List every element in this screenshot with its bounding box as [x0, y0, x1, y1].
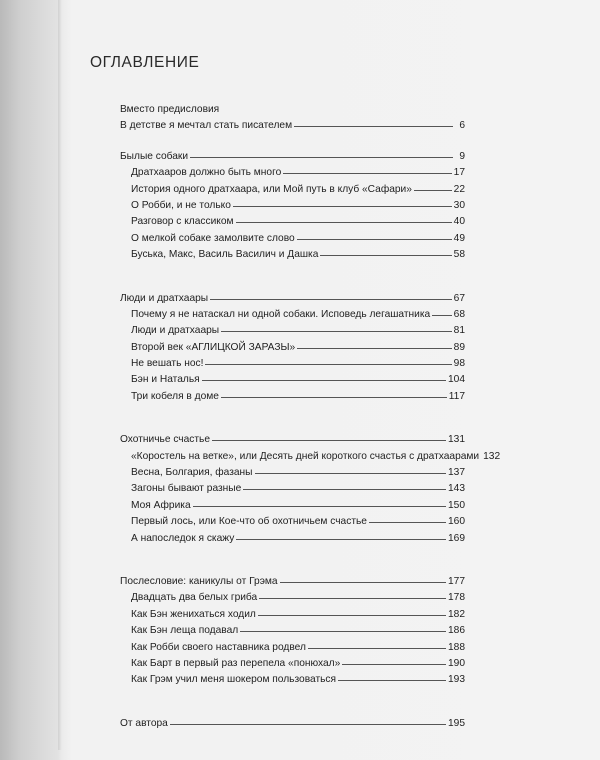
toc-section: [120, 575, 465, 690]
toc-leader-line: [280, 582, 446, 583]
toc-entry-title: Буська, Макс, Василь Василич и Дашка: [131, 249, 319, 261]
toc-entry-title: Былые собаки: [120, 150, 189, 162]
toc-entry-title: Первый лось, или Кое-что об охотничьем счастье: [131, 516, 367, 528]
toc-subentry: [120, 450, 501, 466]
toc-page-number: 188: [448, 641, 465, 653]
toc-entry: [120, 575, 465, 591]
toc-entry-title: А напоследок я скажу: [131, 532, 235, 544]
toc-page-number: 6: [459, 120, 465, 132]
toc-entry: [120, 292, 465, 308]
toc-entry-title: Дратхааров должно быть много: [131, 167, 282, 179]
toc-section: [120, 103, 465, 136]
toc-leader-line: [259, 598, 446, 599]
toc-subentry: [120, 515, 465, 531]
toc-page-number: 195: [448, 717, 465, 729]
toc-page-number: 178: [448, 592, 465, 604]
toc-leader-line: [369, 522, 446, 523]
toc-entry: [120, 150, 465, 166]
toc-entry-title: Не вешать нос!: [131, 358, 204, 370]
toc-subentry: [120, 324, 465, 340]
toc-page-number: 58: [453, 249, 465, 261]
toc-page-number: 9: [459, 150, 465, 162]
toc-entry: [120, 103, 465, 119]
toc-page-number: 177: [448, 575, 465, 587]
toc-entry: [120, 433, 465, 449]
toc-entry-title: О мелкой собаке замолвите слово: [131, 232, 295, 244]
toc-leader-line: [236, 222, 452, 223]
toc-page-number: 104: [448, 374, 465, 386]
toc-leader-line: [255, 473, 447, 474]
toc-leader-line: [294, 126, 453, 127]
toc-leader-line: [236, 539, 446, 540]
toc-page-number: 160: [448, 516, 465, 528]
toc-entry-title: «Коростель на ветке», или Десять дней короткого счастья с дратхаарами: [131, 450, 480, 462]
toc-subentry: [120, 248, 465, 264]
toc-subentry: [120, 390, 465, 406]
toc-subentry: [120, 624, 465, 640]
toc-page-number: 132: [483, 450, 501, 462]
toc-entry-title: История одного дратхаара, или Мой путь в клуб «Сафари»: [131, 183, 412, 195]
toc-subentry: [120, 373, 465, 389]
toc-leader-line: [221, 331, 452, 332]
toc-leader-line: [170, 724, 446, 725]
toc-subentry: [120, 166, 465, 182]
toc-entry-title: Охотничье счастье: [120, 434, 211, 446]
toc-page-number: 98: [453, 358, 465, 370]
toc-entry-title: Вместо предисловия: [120, 104, 220, 115]
toc-leader-line: [233, 206, 452, 207]
toc-entry-title: Двадцать два белых гриба: [131, 592, 258, 604]
toc-leader-line: [308, 648, 446, 649]
toc-leader-line: [243, 489, 446, 490]
toc-entry-title: Весна, Болгария, фазаны: [131, 467, 253, 479]
toc-leader-line: [205, 364, 451, 365]
toc-leader-line: [297, 239, 452, 240]
toc-entry-title: Как Бэн леща подавал: [131, 625, 239, 637]
toc-subentry: [120, 532, 465, 548]
toc-leader-line: [190, 157, 453, 158]
page-gutter-shadow: [58, 0, 62, 750]
toc-entry-title: Как Робби своего наставника родвел: [131, 641, 306, 653]
toc-page-number: 81: [453, 325, 465, 337]
page-title: ОГЛАВЛЕНИЕ: [90, 54, 200, 71]
toc-page-number: 117: [448, 390, 465, 402]
toc-leader-line: [297, 348, 451, 349]
toc-entry-title: В детстве я мечтал стать писателем: [120, 120, 293, 132]
toc-entry-title: Люди и дратхаары: [120, 292, 209, 304]
toc-leader-line: [320, 255, 451, 256]
toc-entry-title: Как Грэм учил меня шокером пользоваться: [131, 674, 337, 686]
toc-entry-title: Второй век «АГЛИЦКОЙ ЗАРАЗЫ»: [131, 341, 296, 353]
toc-entry-title: Как Бэн женихаться ходил: [131, 608, 256, 620]
toc-leader-line: [258, 615, 446, 616]
toc-section: [120, 292, 465, 407]
toc-entry: [120, 119, 465, 135]
toc-subentry: [120, 673, 465, 689]
toc-section: [120, 717, 465, 733]
toc-subentry: [120, 466, 465, 482]
toc-page-number: 193: [448, 674, 465, 686]
toc-subentry: [120, 199, 465, 215]
toc-subentry: [120, 341, 465, 357]
toc-entry-title: Люди и дратхаары: [131, 325, 220, 337]
toc-subentry: [120, 499, 465, 515]
toc-page-number: 150: [448, 499, 465, 511]
toc-leader-line: [414, 190, 452, 191]
toc-page-number: 68: [453, 308, 465, 320]
toc-page-number: 30: [453, 199, 465, 211]
toc-entry-title: Загоны бывают разные: [131, 483, 242, 495]
toc-page-number: 22: [453, 183, 465, 195]
toc-entry-title: Послесловие: каникулы от Грэма: [120, 575, 278, 587]
toc-entry-title: Разговор с классиком: [131, 216, 234, 228]
toc-section: [120, 150, 465, 265]
toc-page-number: 40: [453, 216, 465, 228]
toc-page-number: 49: [453, 232, 465, 244]
toc-page-number: 186: [448, 625, 465, 637]
toc-page-number: 190: [448, 657, 465, 669]
toc-page-number: 169: [448, 532, 465, 544]
toc-leader-line: [212, 440, 446, 441]
toc-page-number: 131: [448, 434, 465, 446]
toc-entry-title: О Робби, и не только: [131, 199, 231, 211]
toc-section: [120, 433, 501, 548]
toc-subentry: [120, 591, 465, 607]
toc-leader-line: [210, 299, 452, 300]
toc-leader-line: [342, 664, 446, 665]
toc-leader-line: [283, 173, 451, 174]
toc-subentry: [120, 215, 465, 231]
toc-subentry: [120, 357, 465, 373]
toc-subentry: [120, 308, 465, 324]
toc-entry-title: Как Барт в первый раз перепела «понюхал»: [131, 657, 341, 669]
toc-page-number: 182: [448, 608, 465, 620]
toc-leader-line: [432, 315, 451, 316]
toc-entry-title: Бэн и Наталья: [131, 374, 200, 386]
toc-leader-line: [338, 680, 446, 681]
toc-entry: [120, 717, 465, 733]
toc-page-number: 143: [448, 483, 465, 495]
toc-subentry: [120, 183, 465, 199]
table-of-contents: [120, 103, 501, 760]
toc-subentry: [120, 232, 465, 248]
toc-entry-title: Три кобеля в доме: [131, 390, 219, 402]
toc-subentry: [120, 641, 465, 657]
toc-leader-line: [193, 506, 446, 507]
toc-subentry: [120, 657, 465, 673]
toc-page-number: 67: [453, 292, 465, 304]
toc-entry-title: Моя Африка: [131, 499, 191, 511]
toc-subentry: [120, 608, 465, 624]
toc-page-number: 137: [448, 467, 465, 479]
toc-entry-title: Почему я не натаскал ни одной собаки. Исповедь легашатника: [131, 308, 431, 320]
toc-leader-line: [202, 380, 446, 381]
toc-page-number: 17: [453, 167, 465, 179]
toc-subentry: [120, 482, 465, 498]
toc-leader-line: [221, 397, 447, 398]
toc-page-number: 89: [453, 341, 465, 353]
toc-entry-title: От автора: [120, 717, 168, 729]
toc-leader-line: [240, 631, 446, 632]
